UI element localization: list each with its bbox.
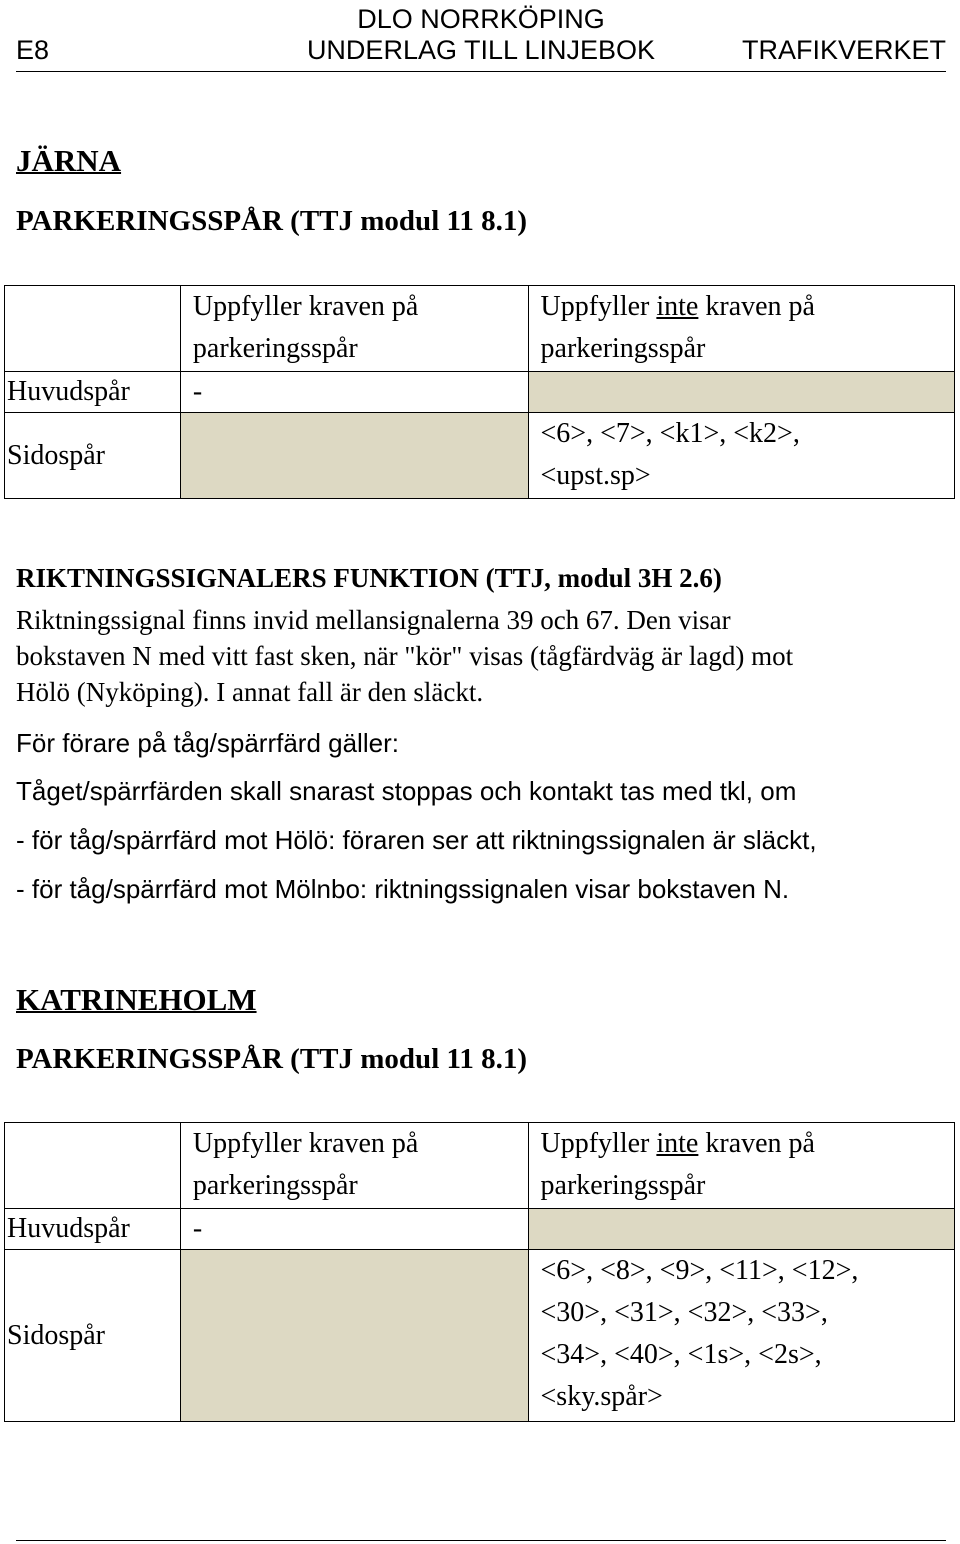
sidospar-tracks-line2: <30>, <31>, <32>, <33>, [540, 1297, 828, 1328]
driver-case-molnbo: - för tåg/spärrfärd mot Mölnbo: riktningssignalen visar bokstaven N. [16, 874, 790, 904]
station-heading-jarna: JÄRNA [16, 143, 122, 178]
table-row [5, 1209, 955, 1250]
col-header-not-meets [528, 1123, 954, 1209]
sidospar-tracks-line3: <34>, <40>, <1s>, <2s>, [540, 1339, 822, 1370]
row-label-huvudspar: Huvudspår [5, 1209, 181, 1250]
table-row [5, 1250, 955, 1422]
station-heading-katrineholm: KATRINEHOLM [16, 982, 257, 1017]
cell-huvudspar-not-meets [528, 1209, 954, 1250]
cell-huvudspar-meets: - [180, 1209, 528, 1250]
header-agency: TRAFIKVERKET [741, 35, 946, 65]
col-header-not-meets [528, 286, 954, 372]
table-row [5, 372, 955, 413]
row-label-sidospar: Sidospår [5, 413, 181, 499]
row-label-huvudspar: Huvudspår [5, 372, 181, 413]
signal-section-title: RIKTNINGSSIGNALERS FUNKTION (TTJ, modul 3H 2.6) [16, 563, 722, 593]
signal-line-1: Riktningssignal finns invid mellansignalerna 39 och 67. Den visar [16, 605, 731, 635]
row-label-sidospar: Sidospår [5, 1250, 181, 1422]
parking-table-katrineholm [4, 1122, 955, 1422]
parking-title-katrineholm: PARKERINGSSPÅR (TTJ modul 11 8.1) [16, 1043, 528, 1075]
page-header [16, 0, 946, 72]
driver-rule: Tåget/spärrfärden skall snarast stoppas och kontakt tas med tkl, om [16, 776, 797, 806]
col-header-not-post: kraven på [698, 1128, 815, 1159]
col-header-not-line2: parkeringsspår [540, 1170, 706, 1201]
table-corner-cell [5, 1123, 181, 1209]
col-header-not-post: kraven på [698, 291, 815, 322]
header-subtitle: UNDERLAG TILL LINJEBOK [306, 35, 656, 65]
col-header-meets-line2: parkeringsspår [192, 333, 358, 364]
col-header-meets-line1: Uppfyller kraven på [192, 291, 419, 322]
parking-title-jarna: PARKERINGSSPÅR (TTJ modul 11 8.1) [16, 205, 528, 237]
footer-divider [16, 1540, 946, 1541]
cell-sidospar-meets [180, 1250, 528, 1422]
driver-case-holo: - för tåg/spärrfärd mot Hölö: föraren ser att riktningssignalen är släckt, [16, 825, 817, 855]
col-header-meets [180, 286, 528, 372]
document-code: E8 [16, 35, 50, 65]
parking-table-jarna [4, 285, 955, 499]
cell-sidospar-not-meets [528, 1250, 954, 1422]
sidospar-tracks-line1: <6>, <7>, <k1>, <k2>, [540, 418, 800, 449]
col-header-not-emphasis: inte [656, 291, 699, 322]
col-header-not-emphasis: inte [656, 1128, 699, 1159]
table-corner-cell [5, 286, 181, 372]
cell-huvudspar-meets: - [180, 372, 528, 413]
col-header-not-line2: parkeringsspår [540, 333, 706, 364]
signal-description [16, 602, 946, 710]
col-header-not-pre: Uppfyller [540, 1128, 657, 1159]
header-org: DLO NORRKÖPING [357, 4, 605, 34]
col-header-meets-line2: parkeringsspår [192, 1170, 358, 1201]
col-header-not-pre: Uppfyller [540, 291, 657, 322]
cell-sidospar-meets [180, 413, 528, 499]
table-row [5, 413, 955, 499]
col-header-meets [180, 1123, 528, 1209]
cell-huvudspar-not-meets [528, 372, 954, 413]
cell-sidospar-not-meets [528, 413, 954, 499]
col-header-meets-line1: Uppfyller kraven på [192, 1128, 419, 1159]
signal-line-2: bokstaven N med vitt fast sken, när "kör" visas (tågfärdväg är lagd) mot [16, 641, 794, 671]
signal-line-3: Hölö (Nyköping). I annat fall är den släckt. [16, 677, 484, 707]
table-header-row [5, 286, 955, 372]
sidospar-tracks-line2: <upst.sp> [540, 460, 651, 491]
sidospar-tracks-line1: <6>, <8>, <9>, <11>, <12>, [540, 1255, 859, 1286]
table-header-row [5, 1123, 955, 1209]
driver-intro: För förare på tåg/spärrfärd gäller: [16, 728, 399, 758]
sidospar-tracks-line4: <sky.spår> [540, 1381, 663, 1412]
